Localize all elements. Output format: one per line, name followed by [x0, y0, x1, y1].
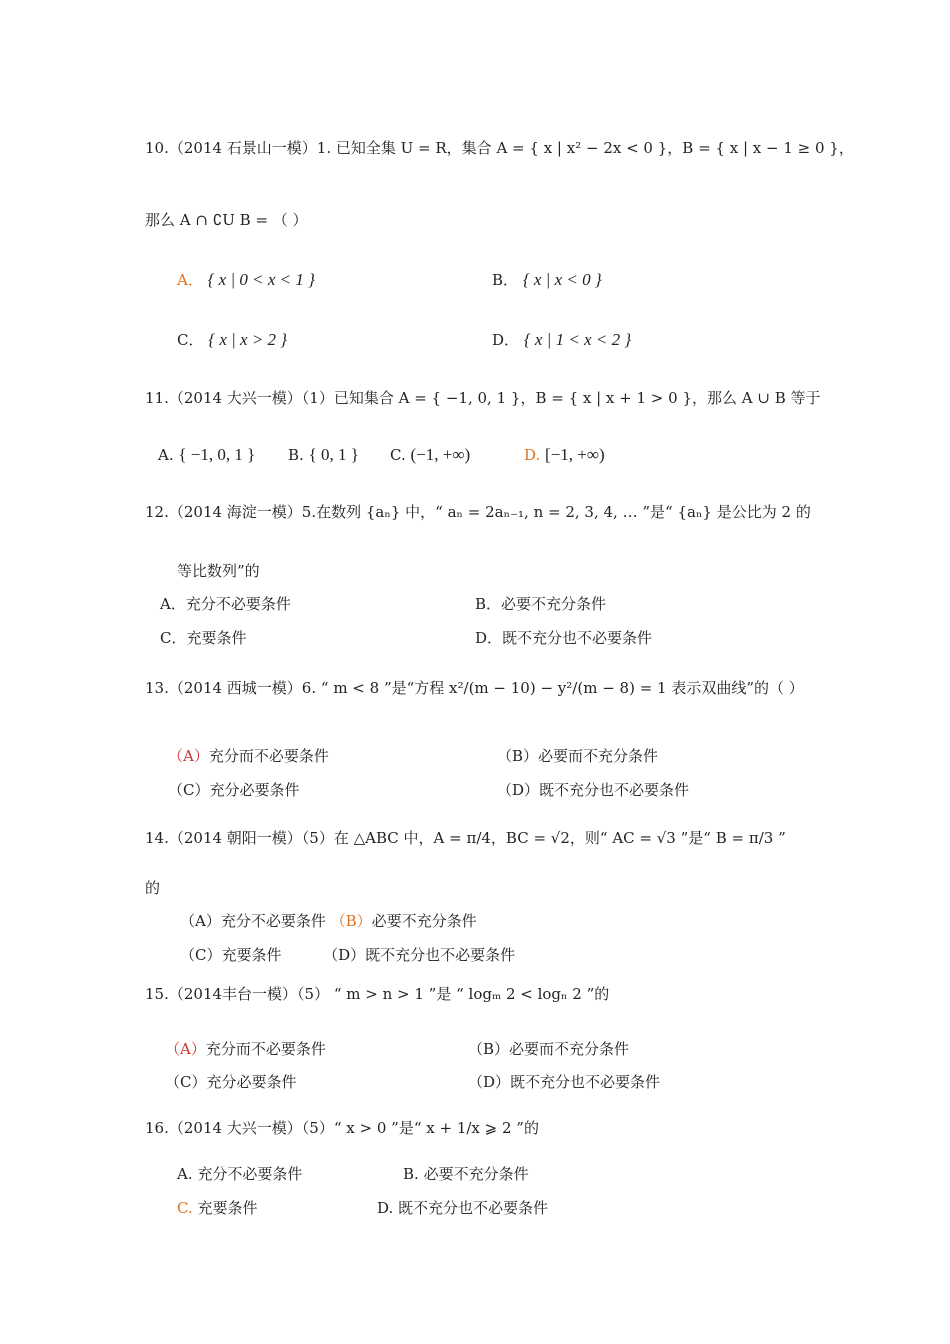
q10-stem-line2: 那么 A ∩ ∁U B = （ ） — [145, 211, 308, 229]
option-label: B． — [475, 595, 502, 613]
option-label: （A） — [165, 1040, 206, 1058]
option-label: C． — [177, 331, 204, 349]
q11-option-c — [390, 445, 470, 465]
option-label: B. — [403, 1165, 419, 1183]
q13-option-b — [497, 746, 658, 766]
option-text: 充分而不必要条件 — [205, 1040, 326, 1058]
option-text: 必要不充分条件 — [501, 595, 607, 613]
option-label: D. — [524, 446, 541, 464]
option-text: { x | x > 2 } — [208, 330, 288, 349]
q15-option-d — [468, 1072, 660, 1092]
q14-options-row1 — [180, 911, 477, 931]
q12-option-b — [475, 594, 606, 614]
q16-stem: 16.（2014 大兴一模）（5）“ x > 0 ”是“ x + 1/x ⩾ 2 ”的 — [145, 1119, 539, 1137]
option-text: { 0, 1 } — [308, 445, 359, 464]
q12-option-a — [160, 594, 291, 614]
q16-option-a — [177, 1164, 302, 1184]
q10-option-c — [177, 330, 287, 350]
option-label: （D） — [497, 781, 540, 799]
q13-option-d — [497, 780, 689, 800]
option-label: A. — [177, 1165, 193, 1183]
q15-option-a — [165, 1039, 326, 1059]
option-text: 既不充分也不必要条件 — [502, 629, 653, 647]
option-label: （D） — [323, 946, 366, 964]
option-text: 必要不充分条件 — [423, 1165, 529, 1183]
q14-stem: 14.（2014 朝阳一模）（5）在 △ABC 中，A = π/4，BC = √2，则“ AC = √3 ”是“ B = π/3 ” — [145, 829, 786, 847]
q15-stem: 15.（2014丰台一模）（5） “ m > n > 1 ”是 “ logₘ 2 < logₙ 2 ”的 — [145, 985, 610, 1003]
option-label: （B） — [468, 1040, 510, 1058]
option-label: A． — [177, 271, 203, 289]
q11-option-b — [288, 445, 359, 465]
option-text: 充要条件 — [197, 1199, 258, 1217]
option-text: 必要而不充分条件 — [509, 1040, 630, 1058]
option-text: 必要不充分条件 — [371, 912, 477, 930]
option-label: C. — [177, 1199, 193, 1217]
q11-option-a — [158, 445, 255, 465]
q13-option-c — [168, 780, 300, 800]
option-label: C． — [160, 629, 187, 647]
option-text: 既不充分也不必要条件 — [365, 946, 516, 964]
option-label: B． — [492, 271, 519, 289]
option-text: 充分不必要条件 — [220, 912, 326, 930]
q10-stem: 10.（2014 石景山一模）1. 已知全集 U = R，集合 A = { x | x² − 2x < 0 }，B = { x | x − 1 ≥ 0 }， — [145, 139, 854, 157]
option-text: 充分而不必要条件 — [208, 747, 329, 765]
q16-option-b — [403, 1164, 529, 1184]
option-text: { x | x < 0 } — [522, 270, 602, 289]
q12-stem: 12.（2014 海淀一模）5.在数列 {aₙ} 中，“ aₙ = 2aₙ₋₁, n = 2, 3, 4, … ”是“ {aₙ} 是公比为 2 的 — [145, 503, 811, 521]
q11-option-d — [524, 445, 605, 465]
option-label: C. — [390, 446, 406, 464]
option-label: （D） — [468, 1073, 511, 1091]
q14-options-row2 — [180, 945, 515, 965]
option-text: 既不充分也不必要条件 — [398, 1199, 549, 1217]
option-label: D． — [475, 629, 503, 647]
option-label: （A） — [180, 912, 221, 930]
option-text: 充要条件 — [186, 629, 247, 647]
option-text: 充分不必要条件 — [197, 1165, 303, 1183]
option-label: D． — [492, 331, 520, 349]
q10-option-a — [177, 270, 315, 290]
option-label: （C） — [165, 1073, 207, 1091]
option-text: 充要条件 — [221, 946, 282, 964]
option-text: { x | 1 < x < 2 } — [523, 330, 632, 349]
q13-stem: 13.（2014 西城一模）6. “ m < 8 ”是“方程 x²/(m − 10) − y²/(m − 8) = 1 表示双曲线”的（ ） — [145, 679, 804, 697]
option-label: A． — [160, 595, 186, 613]
q14-stem-line2: 的 — [145, 879, 161, 897]
q12-option-d — [475, 628, 652, 648]
option-label: （C） — [168, 781, 210, 799]
q12-option-c — [160, 628, 247, 648]
q11-stem: 11.（2014 大兴一模）（1）已知集合 A = { −1, 0, 1 }，B = { x | x + 1 > 0 }，那么 A ∪ B 等于 — [145, 389, 821, 407]
option-text: [−1, +∞) — [545, 445, 605, 464]
option-text: { −1, 0, 1 } — [178, 445, 256, 464]
option-text: 充分不必要条件 — [185, 595, 291, 613]
option-label: （B） — [497, 747, 539, 765]
q10-option-d — [492, 330, 631, 350]
option-text: (−1, +∞) — [410, 445, 471, 464]
option-text: { x | 0 < x < 1 } — [207, 270, 315, 289]
option-text: 充分必要条件 — [206, 1073, 297, 1091]
option-text: 既不充分也不必要条件 — [539, 781, 690, 799]
q16-option-d — [377, 1198, 548, 1218]
option-text: 既不充分也不必要条件 — [510, 1073, 661, 1091]
option-label: B. — [288, 446, 304, 464]
q10-option-b — [492, 270, 602, 290]
option-text: 必要而不充分条件 — [538, 747, 659, 765]
option-label: A. — [158, 446, 174, 464]
q15-option-c — [165, 1072, 297, 1092]
q15-option-b — [468, 1039, 629, 1059]
option-label: （A） — [168, 747, 209, 765]
q13-option-a — [168, 746, 329, 766]
option-text: 充分必要条件 — [209, 781, 300, 799]
option-label: （B） — [330, 912, 372, 930]
option-label: D. — [377, 1199, 394, 1217]
q12-stem-line2: 等比数列”的 — [177, 562, 260, 580]
q16-option-c — [177, 1198, 258, 1218]
option-label: （C） — [180, 946, 222, 964]
